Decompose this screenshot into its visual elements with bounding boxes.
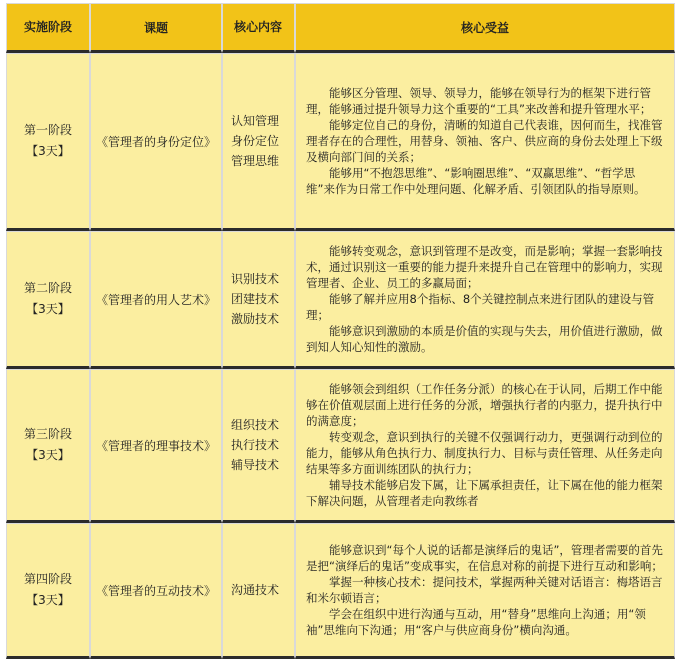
core-content-item: 执行技术 (231, 438, 280, 452)
header-core-content: 核心内容 (222, 3, 295, 53)
benefit-paragraph: 学会在组织中进行沟通与互动，用“替身”思维向上沟通；用“领袖”思维向下沟通；用“客户与供应商身份”横向沟通。 (306, 607, 646, 637)
phase-days: 【3天】 (26, 448, 70, 462)
benefit-paragraph: 能够区分管理、领导、领导力，能够在领导行为的框架下进行管理，能够通过提升领导力这个重要的“工具”来改善和提升管理水平； (306, 86, 652, 116)
phase-cell (6, 523, 90, 659)
phase-cell (6, 231, 90, 369)
phase-label: 第四阶段 (23, 572, 72, 586)
core-content-cell (222, 231, 295, 369)
phase-label: 第一阶段 (23, 123, 72, 137)
benefit-paragraph: 掌握一种核心技术：提问技术，掌握两种关键对话语言：梅塔语言和米尔顿语言； (306, 575, 663, 605)
core-content-item: 组织技术 (231, 418, 280, 432)
core-content-item: 身份定位 (231, 134, 280, 148)
core-content-item: 团建技术 (231, 292, 280, 306)
benefit-paragraph: 能够意识到“每个人说的话都是演绎后的鬼话”，管理者需要的首先是把“演绎后的鬼话”变成事实，在信息对称的前提下进行互动和影响； (306, 543, 663, 573)
core-benefit-cell (295, 369, 675, 523)
table-row (6, 369, 675, 523)
core-content-item: 认知管理 (231, 114, 280, 128)
core-content-item: 识别技术 (231, 272, 280, 286)
phase-cell (6, 369, 90, 523)
benefit-paragraph: 辅导技术能够启发下属，让下属承担责任，让下属在他的能力框架下解决问题，从管理者走向教练者 (306, 478, 663, 508)
phase-days: 【3天】 (26, 302, 70, 316)
phase-label: 第二阶段 (23, 281, 72, 295)
phase-cell (6, 53, 90, 231)
phase-days: 【3天】 (26, 593, 70, 607)
core-content-item: 辅导技术 (231, 458, 280, 472)
benefit-paragraph: 转变观念，意识到执行的关键不仅强调行动力，更强调行动到位的能力，能够从角色执行力、制度执行力、目标与责任管理、从任务走向结果等多方面训练团队的执行力； (306, 430, 663, 476)
core-content-item: 激励技术 (231, 312, 280, 326)
phase-days: 【3天】 (26, 144, 70, 158)
curriculum-table (6, 3, 675, 659)
table-row (6, 523, 675, 659)
header-core-benefit: 核心受益 (295, 3, 675, 53)
benefit-paragraph: 能够意识到激励的本质是价值的实现与失去，用价值进行激励，做到知人知心知性的激励。 (306, 324, 663, 354)
benefit-paragraph: 能够转变观念，意识到管理不是改变，而是影响；掌握一套影响技术，通过识别这一重要的能力提升来提升自己在管理中的影响力，实现管理者、企业、员工的多赢局面； (306, 244, 663, 290)
core-content-item: 沟通技术 (231, 583, 280, 597)
topic-cell: 《管理者的用人艺术》 (90, 231, 222, 369)
core-content-item: 管理思维 (231, 154, 280, 168)
core-content-cell (222, 369, 295, 523)
topic-cell: 《管理者的互动技术》 (90, 523, 222, 659)
core-content-cell (222, 523, 295, 659)
benefit-paragraph: 能够了解并应用8个指标、8个关键控制点来进行团队的建设与管理； (306, 292, 655, 322)
curriculum-table-container (6, 3, 675, 659)
header-phase: 实施阶段 (6, 3, 90, 53)
core-benefit-cell (295, 53, 675, 231)
core-benefit-cell (295, 231, 675, 369)
core-content-cell (222, 53, 295, 231)
topic-cell: 《管理者的理事技术》 (90, 369, 222, 523)
table-row (6, 53, 675, 231)
benefit-paragraph: 能够定位自己的身份，清晰的知道自己代表谁，因何而生，找准管理者存在的合理性，用替身、领袖、客户、供应商的身份去处理上下级及横向部门间的关系； (306, 118, 663, 164)
table-header-row (6, 3, 675, 53)
benefit-paragraph: 能够领会到组织（工作任务分派）的核心在于认同，后期工作中能够在价值观层面上进行任务的分派，增强执行者的内驱力，提升执行中的满意度； (306, 382, 663, 428)
topic-cell: 《管理者的身份定位》 (90, 53, 222, 231)
header-topic: 课题 (90, 3, 222, 53)
table-row (6, 231, 675, 369)
core-benefit-cell (295, 523, 675, 659)
benefit-paragraph: 能够用“不抱怨思维”、“影响圈思维”、“双赢思维”、“哲学思维”来作为日常工作中处理问题、化解矛盾、引领团队的指导原则。 (306, 166, 646, 196)
phase-label: 第三阶段 (23, 427, 72, 441)
